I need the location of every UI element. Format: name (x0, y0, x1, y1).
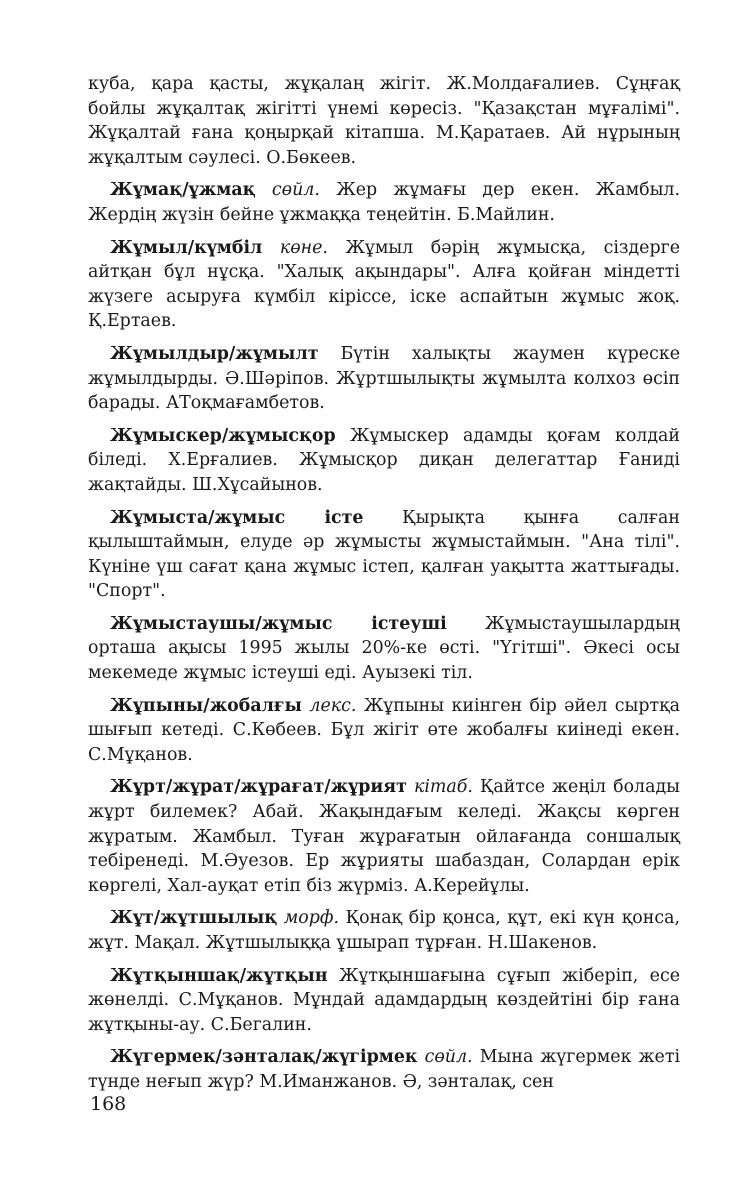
entry-headword: Жұмақ/ұжмақ (110, 180, 256, 201)
entry-text: Жұмыскер адамды қоғам колдай біледі. Х.Ерғалиев. Жұмысқор диқан делегаттар Ғаниді жақтайды. Ш.Хұсайынов. (88, 425, 680, 495)
entry-headword: Жұмылдыр/жұмылт (110, 343, 319, 364)
entry-headword: Жұмыл/күмбіл (110, 237, 263, 258)
entry-text: Бүтін халықты жаумен күреске жұмылдырды. Ә.Шәріпов. Жұртшылықты жұмылта колхоз өсіп барады. АТоқмағамбетов. (88, 343, 681, 414)
entry-text: Қырықта қынға салған қылыштаймын, елуде әр жұмысты жұмыстаймын. "Ана тілі". Күніне үш сағат қана жұмыс істеп, қалған уақытта жаттығады. "Спорт". (88, 507, 680, 602)
dictionary-entry (88, 612, 680, 686)
entry-headword: Жүгермек/зәнталақ/жүгірмек (110, 1047, 418, 1068)
dictionary-entry (88, 775, 680, 898)
dictionary-entry (88, 72, 680, 170)
dictionary-entry (88, 342, 680, 416)
entry-headword: Жұтқыншақ/жұтқын (110, 965, 328, 986)
dictionary-entry (88, 424, 680, 498)
dictionary-entry (88, 178, 680, 227)
page-number: 168 (90, 1093, 127, 1115)
entry-text: Жұпыны киінген бір әйел сыртқа шығып кетеді. С.Көбеев. Бұл жігіт өте жобалғы киінеді екен. С.Мұқанов. (88, 695, 680, 765)
dictionary-entry (88, 506, 680, 604)
dictionary-page-body (88, 72, 680, 1103)
entry-text: Қайтсе жеңіл болады жұрт билемек? Абай. Жақындағым келеді. Жақсы көрген жұратым. Жамбыл. Туған жұрағатын ойлағанда соншалық тебіренеді. М.Әуезов. Ер жұрияты шабаздан, Солардан ерік көргелі, Хал-ауқат етіп біз жүрміз. А.Керейұлы. (88, 777, 681, 896)
entry-label: сөйл. (271, 180, 320, 201)
entry-label: сөйл. (424, 1047, 473, 1068)
entry-headword: Жұпыны/жобалғы (110, 695, 302, 716)
entry-headword: Жұрт/жұрат/жұрағат/жұрият (110, 777, 407, 798)
entry-headword: Жұмыстаушы/жұмыс істеуші (110, 613, 447, 634)
entry-text: Жер жұмағы дер екен. Жамбыл. Жердің жүзін бейне ұжмаққа теңейтін. Б.Майлин. (88, 180, 681, 225)
entry-text: куба, қара қасты, жұқалаң жігіт. Ж.Молдағалиев. Сұңғақ бойлы жұқалтақ жігітті үнемі көресіз. "Қазақстан мұғалімі". Жұқалтай ғана қоңырқай кітапша. М.Қаратаев. Ай нұрының жұқалтым сәулесі. О.Бөкеев. (88, 74, 680, 168)
entry-text: Қонақ бір қонса, құт, екі күн қонса, жұт. Мақал. Жұтшылыққа ұшырап тұрған. Н.Шакенов. (88, 908, 680, 953)
dictionary-entry (88, 236, 680, 334)
entry-headword: Жұмыста/жұмыс істе (110, 507, 364, 528)
entry-label: лекс. (309, 695, 357, 716)
entry-label: кітаб. (413, 777, 473, 798)
entry-text: Жұмыл бәрің жұмысқа, сіздерге айтқан бұл нұсқа. "Халық ақындары". Алға қойған міндетті жүзеге асыруға күмбіл кіріссе, іске аспайтын жұмыс жоқ. Қ.Ертаев. (88, 237, 681, 332)
entry-text: Жұмыстаушылардың орташа ақысы 1995 жылы 20%-ке өсті. "Үгітші". Әкесі осы мекемеде жұмыс істеуші еді. Ауызекі тіл. (88, 613, 680, 684)
entry-text: Мына жүгермек жеті түнде неғып жүр? М.Иманжанов. Ә, зәнталақ, сен (88, 1047, 681, 1092)
dictionary-entry (88, 906, 680, 955)
entry-label: морф. (283, 908, 340, 929)
entry-headword: Жұт/жұтшылық (110, 908, 278, 929)
dictionary-entry (88, 1045, 680, 1094)
dictionary-entry (88, 964, 680, 1038)
entry-label: көне. (279, 237, 328, 258)
dictionary-entry (88, 694, 680, 768)
entry-headword: Жұмыскер/жұмысқор (110, 425, 336, 446)
entry-text: Жұтқыншағына сұғып жіберіп, есе жөнелді. С.Мұқанов. Мұндай адамдардың көздейтіні бір ғана жұтқыны-ау. С.Бегалин. (88, 965, 680, 1035)
